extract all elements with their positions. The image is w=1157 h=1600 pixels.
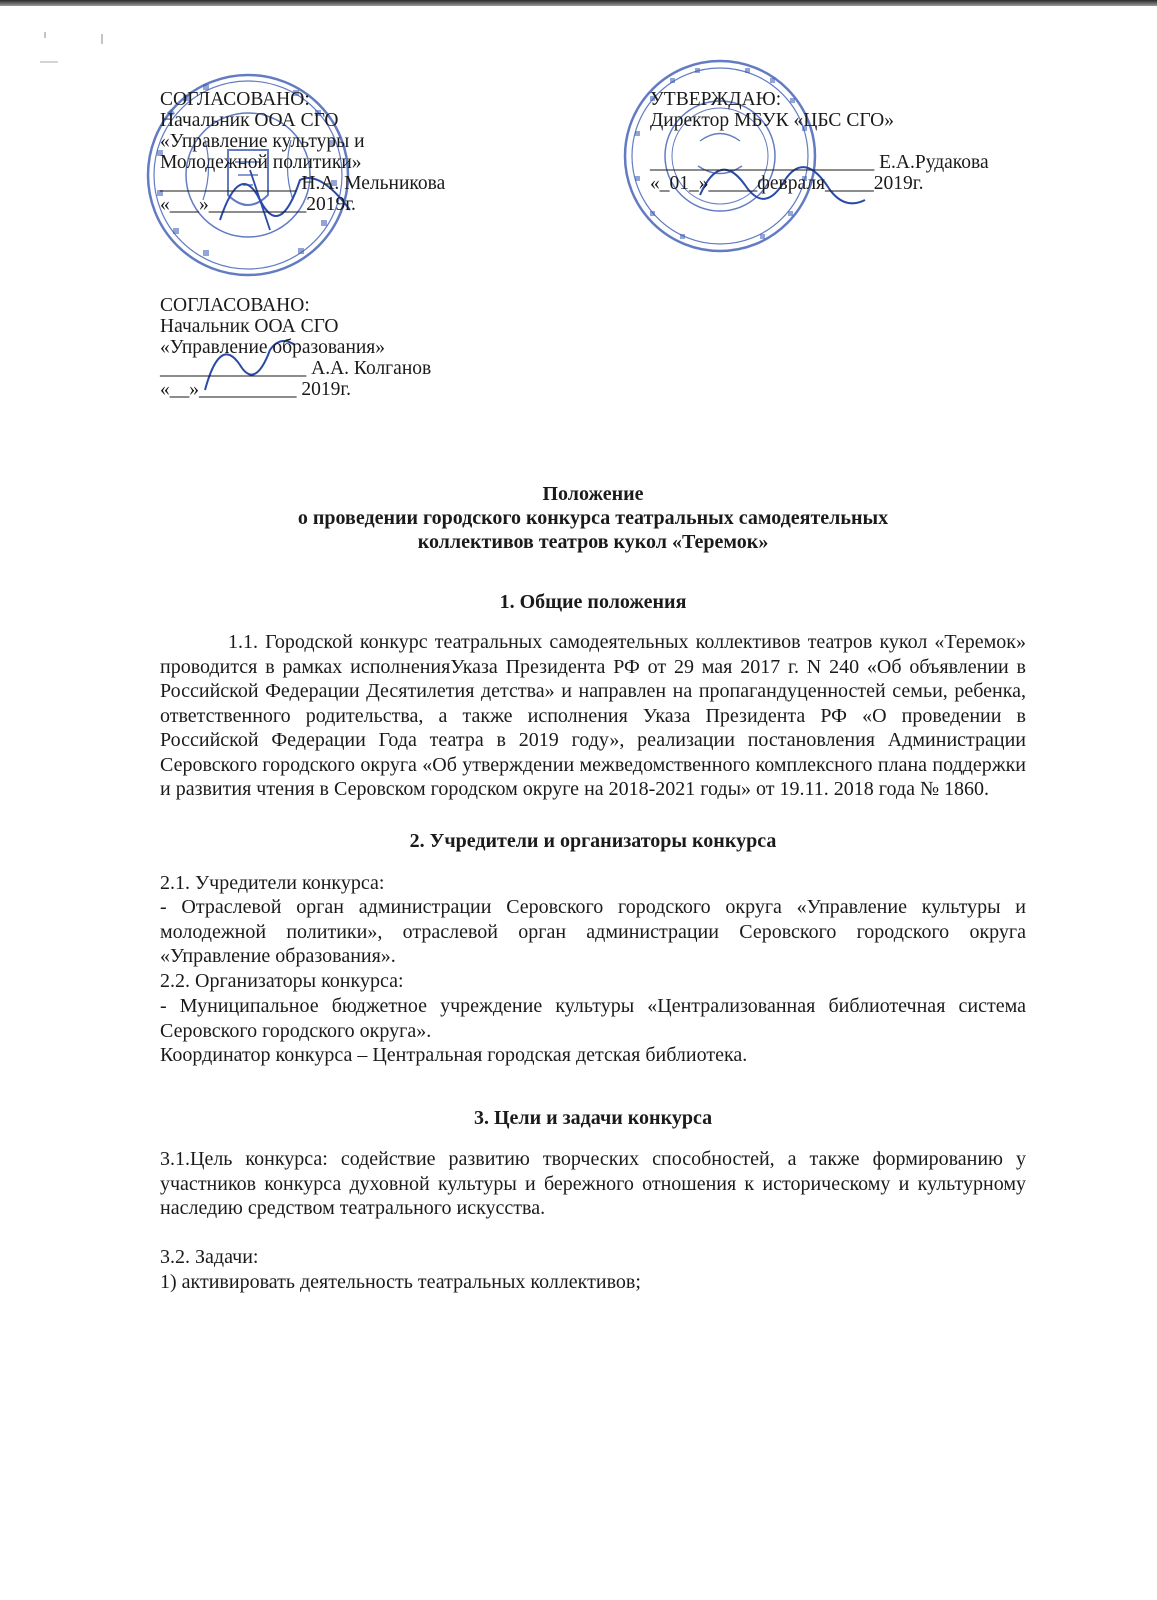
title-line: коллективов театров кукол «Теремок» (417, 531, 769, 553)
approval-date-line: «___»__________2019г. (160, 194, 356, 215)
approval-position: Начальник ООА СГО (160, 316, 339, 337)
approval-label: СОГЛАСОВАНО: (160, 295, 310, 316)
paragraph-2-1: 2.1. Учредители конкурса: (160, 872, 385, 894)
approval-position: Молодежной политики» (160, 152, 362, 173)
approval-block-culture (160, 89, 540, 215)
approval-position: «Управление культуры и (160, 131, 365, 152)
approval-position: «Управление образования» (160, 337, 386, 358)
paragraph-2-2: 2.2. Организаторы конкурса: (160, 970, 404, 992)
paragraph-2-1a: - Отраслевой орган администрации Серовского городского округа «Управление культуры и молодежной политики», отраслевой орган администрации Серовского городского округа «Управление образования». (160, 896, 1026, 967)
approval-label: УТВЕРЖДАЮ: (650, 89, 782, 110)
approval-position: Директор МБУК «ЦБС СГО» (650, 110, 894, 131)
paragraph-1-1: 1.1. Городской конкурс театральных самодеятельных коллективов театров кукол «Теремок» проводится в рамках исполненияУказа Президента РФ от 29 мая 2017 г. N 240 «Об объявлении в Российской Федерации Десятилетия детства» и направлен на пропагандуценностей семьи, ребенка, ответственного родительства, а также исполнения Указа Президента РФ «О проведении в Российской Федерации Года театра в 2019 году», реализации постановления Администрации Серовского городского округа «Об утверждении межведомственного комплексного плана поддержки и развития чтения в Серовском городском округе на 2018-2021 годы» от 19.11. 2018 года № 1860. (160, 631, 1026, 800)
approval-date-line: «__»__________ 2019г. (160, 379, 352, 400)
approval-spacer (650, 131, 1050, 152)
title-line: о проведении городского конкурса театральных самодеятельных (297, 507, 889, 529)
paragraph-2-3: Координатор конкурса – Центральная городская детская библиотека. (160, 1044, 748, 1066)
approval-signature-line: _______________ А.А. Колганов (160, 358, 432, 379)
section-heading-founders: 2. Учредители и организаторы конкурса (409, 830, 777, 852)
scan-marks (40, 30, 120, 70)
approval-signature-line: ______________ Н.А. Мельникова (160, 173, 446, 194)
paragraph-3-2-1: 1) активировать деятельность театральных коллективов; (160, 1271, 641, 1293)
approval-signature-line: _______________________ Е.А.Рудакова (650, 152, 989, 173)
paragraph-3-1: 3.1.Цель конкурса: содействие развитию творческих способностей, а также формированию у участников конкурса духовной культуры и бережного отношения к историческому и культурному наследию средством театрального искусства. (160, 1148, 1026, 1219)
section-heading-general: 1. Общие положения (499, 591, 687, 613)
approval-date-line: «_01_»_____февраля_____2019г. (650, 173, 924, 194)
title-line: Положение (542, 483, 644, 505)
section-heading-goals: 3. Цели и задачи конкурса (473, 1107, 713, 1129)
approval-block-education (160, 295, 540, 400)
paragraph-2-2a: - Муниципальное бюджетное учреждение культуры «Централизованная библиотечная система Серовского городского округа». (160, 995, 1026, 1042)
paragraph-3-2: 3.2. Задачи: (160, 1246, 259, 1268)
scan-top-edge (0, 0, 1157, 6)
document-title (160, 482, 1026, 554)
approval-position: Начальник ООА СГО (160, 110, 339, 131)
approval-label: СОГЛАСОВАНО: (160, 89, 310, 110)
approval-block-director (650, 89, 1050, 194)
